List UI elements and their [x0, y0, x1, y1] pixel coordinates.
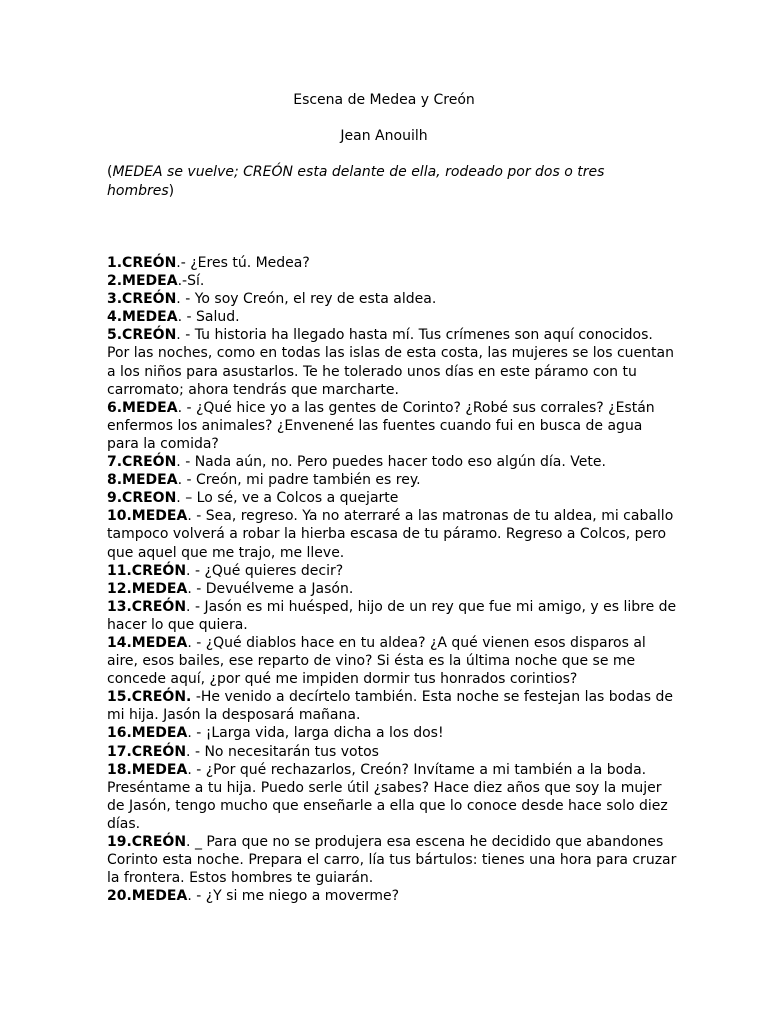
separator: .: [177, 273, 183, 290]
separator: .: [176, 490, 186, 507]
line-text: - No necesitarán tus votos: [194, 743, 379, 760]
speaker: 20.MEDEA: [107, 888, 188, 905]
line-text: - ¿Qué quieres decir?: [194, 562, 344, 579]
speaker: 14.MEDEA: [107, 634, 188, 651]
line-text: - ¿Y si me niego a moverme?: [196, 888, 400, 905]
stage-direction-text: MEDEA se vuelve; CREÓN esta delante de ella, rodeado por dos o tres hombres: [107, 164, 605, 199]
stage-direction-close: ): [168, 183, 175, 199]
separator: .: [177, 309, 187, 326]
line-text: -Sí.: [182, 273, 205, 290]
dialogue: [107, 254, 677, 905]
speaker: 15.CREÓN.: [107, 689, 192, 706]
line-text: - Devuélveme a Jasón.: [196, 580, 354, 597]
line-text: - Sea, regreso. Ya no aterraré a las matronas de tu aldea, mi caballo tampoco volverá a robar la hierba escasa de tu páramo. Regreso a Colcos, pero que aquel que me trajo, me lleve.: [107, 508, 674, 561]
separator: .: [176, 454, 186, 471]
line-text: _ Para que no se produjera esa escena he decidido que abandones Corinto esta noche. Prepara el carro, lía tus bártulos: tienes una hora para cruzar la frontera. Estos hombres te guiarán.: [107, 834, 677, 887]
stage-direction-open: (: [107, 164, 113, 180]
separator: .: [187, 888, 197, 905]
speaker: 12.MEDEA: [107, 580, 188, 597]
dialogue-line: [107, 254, 677, 272]
speaker: 19.CREÓN: [107, 834, 187, 850]
dialogue-line: [107, 580, 677, 598]
separator: .: [176, 327, 186, 344]
separator: .: [187, 725, 197, 742]
line-text: – Lo sé, ve a Colcos a quejarte: [185, 490, 399, 507]
dialogue-line: [107, 290, 677, 308]
speaker: 16.MEDEA: [107, 725, 188, 742]
line-text: - Jasón es mi huésped, hijo de un rey que fue mi amigo, y es libre de hacer lo que quiera.: [107, 598, 677, 633]
separator: .: [187, 761, 197, 778]
speaker: 13.CREÓN: [107, 598, 187, 615]
speaker: 2.MEDEA: [107, 273, 178, 290]
separator: .: [186, 834, 195, 850]
line-text: - ¿Por qué rechazarlos, Creón? Invítame a mi también a la boda. Preséntame a tu hija. Puedo serle útil ¿sabes? Hace diez años que soy la mujer de Jasón, tengo mucho que enseñarle a ella que lo conoce desde hace solo diez días.: [107, 761, 668, 832]
dialogue-line: [107, 507, 677, 561]
separator: .: [186, 743, 195, 760]
dialogue-line: [107, 326, 677, 398]
dialogue-line: [107, 272, 677, 290]
line-text: - Tu historia ha llegado hasta mí. Tus crímenes son aquí conocidos. Por las noches, como en todas las islas de esta costa, las mujeres se los cuentan a los niños para asustarlos. Te he tolerado unos días en este páramo con tu carromato; ahora tendrás que marcharte.: [107, 327, 674, 398]
separator: .: [177, 472, 187, 489]
dialogue-line: [107, 489, 677, 507]
speaker: 8.MEDEA: [107, 472, 178, 489]
line-text: - Nada aún, no. Pero puedes hacer todo eso algún día. Vete.: [185, 454, 606, 471]
speaker: 10.MEDEA: [107, 508, 188, 525]
separator: .: [176, 291, 186, 308]
separator: .: [177, 399, 187, 416]
speaker: 4.MEDEA: [107, 309, 178, 326]
separator: .: [187, 580, 197, 597]
line-text: - Creón, mi padre también es rey.: [186, 472, 421, 489]
line-text: - ¡Larga vida, larga dicha a los dos!: [196, 725, 444, 742]
dialogue-line: [107, 833, 677, 887]
speaker: 18.MEDEA: [107, 761, 188, 778]
speaker: 17.CREÓN: [107, 743, 187, 760]
speaker: 11.CREÓN: [107, 562, 187, 579]
dialogue-line: [107, 471, 677, 489]
line-text: - Salud.: [186, 309, 240, 326]
speaker: 1.CREÓN: [107, 255, 177, 271]
speaker: 5.CREÓN: [107, 327, 177, 344]
dialogue-line: [107, 761, 677, 833]
speaker: 3.CREÓN: [107, 291, 177, 308]
document-author: Jean Anouilh: [340, 128, 428, 144]
dialogue-line: [107, 688, 677, 724]
dialogue-line: [107, 399, 677, 453]
speaker: 7.CREÓN: [107, 454, 177, 471]
dialogue-line: [107, 562, 677, 580]
line-text: -He venido a decírtelo también. Esta noche se festejan las bodas de mi hija. Jasón la desposará mañana.: [107, 689, 673, 724]
separator: .: [187, 634, 197, 651]
line-text: - Yo soy Creón, el rey de esta aldea.: [185, 291, 437, 308]
document-title: Escena de Medea y Creón: [293, 92, 475, 108]
separator: .: [186, 562, 195, 579]
dialogue-line: [107, 453, 677, 471]
line-text: - ¿Eres tú. Medea?: [180, 255, 310, 271]
dialogue-line: [107, 634, 677, 688]
line-text: - ¿Qué diablos hace en tu aldea? ¿A qué vienen esos disparos al aire, esos bailes, ese reparto de vino? Si ésta es la última noche que se me concede aquí, ¿por qué me impiden dormir tus honrados corintios?: [107, 634, 646, 688]
dialogue-line: [107, 743, 677, 761]
separator: .: [187, 508, 197, 525]
separator: .: [186, 598, 195, 615]
dialogue-line: [107, 887, 677, 905]
dialogue-line: [107, 308, 677, 326]
dialogue-line: [107, 598, 677, 634]
separator: .: [176, 255, 181, 271]
stage-direction: [107, 163, 667, 201]
speaker: 6.MEDEA: [107, 399, 178, 416]
dialogue-line: [107, 724, 677, 742]
speaker: 9.CREON: [107, 490, 177, 507]
line-text: - ¿Qué hice yo a las gentes de Corinto? ¿Robé sus corrales? ¿Están enfermos los animales? ¿Envenené las fuentes cuando fui en busca de agua para la comida?: [107, 399, 655, 452]
